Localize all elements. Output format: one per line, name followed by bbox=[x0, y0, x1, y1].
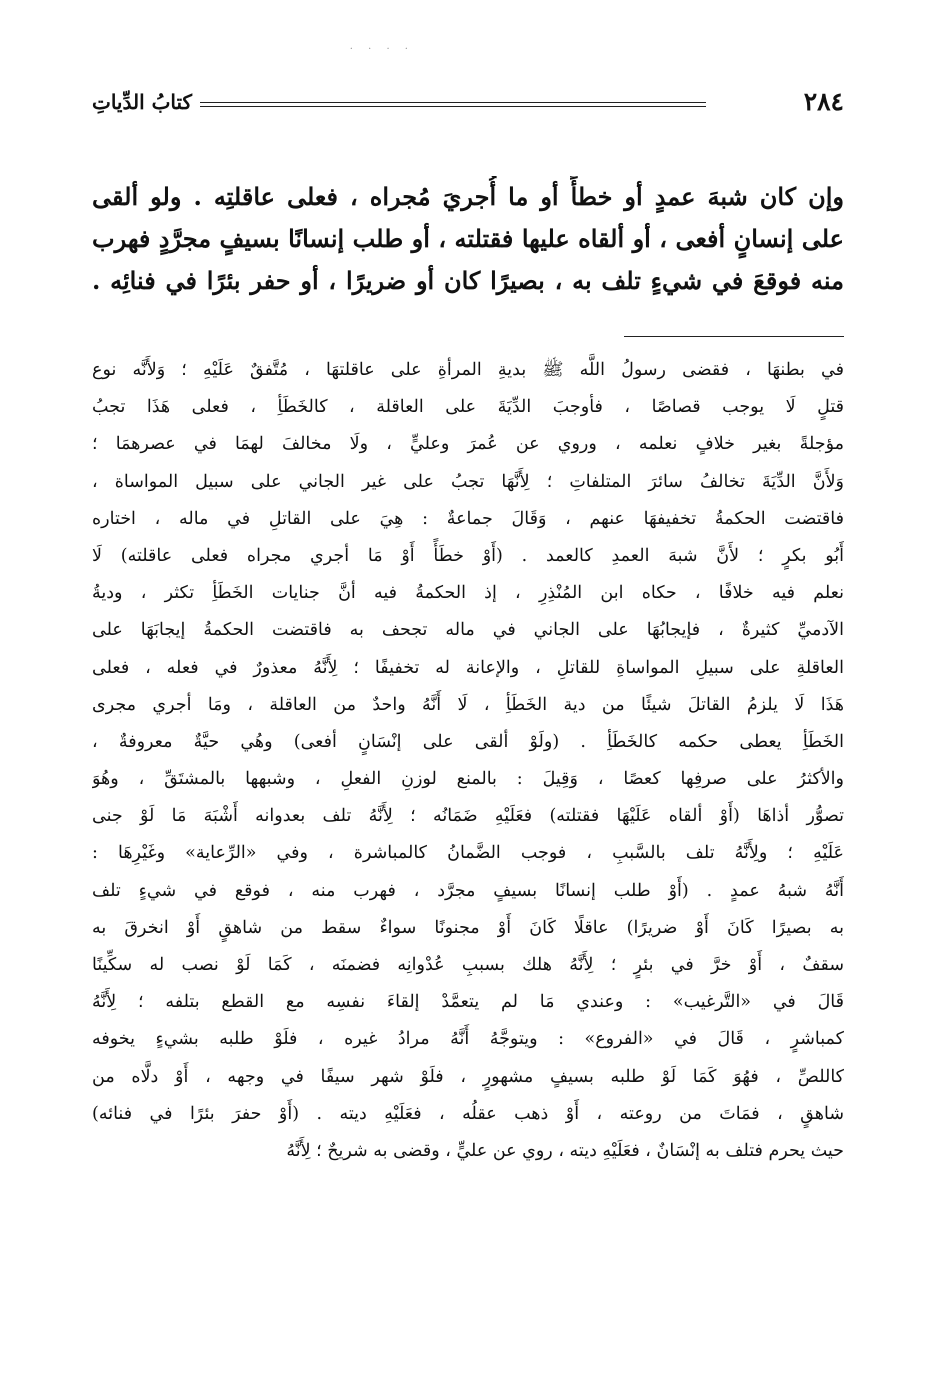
main-text-line: وإن كان شبهَ عمدٍ أو خطأً أو ما أُجريَ مُجراه ، فعلى عاقلتِه . ولو ألقى bbox=[92, 182, 844, 211]
commentary-line: به بصيرًا كَانَ أَوْ ضريرًا) عاقلًا كَانَ أَوْ مجنونًا سواءٌ سقط من شاهقٍ أَوْ انخرقَ به bbox=[92, 917, 844, 938]
commentary-line: هَذَا لَا يلزمُ القاتلَ شيئًا من دية الخَطَأِ ، لَا أَنَّهُ واحدٌ من العاقلة ، ومَا أجري مجرى bbox=[92, 694, 844, 715]
commentary-line: قَالَ في «التَّرغيب» : وعندي مَا لم يتعمَّدْ إلقاءَ نفسِه مع القطع بتلفه ؛ لِأَنَّهُ bbox=[92, 992, 844, 1013]
commentary-line: حيث يحرم فتلف به إنْسَانٌ ، فعَلَيْهِ ديته ، روي عن عليٍّ ، وقضى به شريحٌ ؛ لِأَنَّهُ bbox=[286, 1140, 844, 1161]
scan-artifact: · · · · bbox=[349, 44, 414, 55]
commentary-line: عَلَيْهِ ؛ ولِأَنَّهُ تلف بالسَّببِ ، فوجب الضَّمانُ كالمباشرة ، وفي «الرِّعاية» وغَيْرِهَا : bbox=[92, 843, 844, 864]
commentary-line: والأكثرُ على صرفِها كعصًا ، وَقِيلَ : بالمنع لوزنِ الفعلِ ، وشبهها بالمشتَقِّ ، وهُوَ bbox=[92, 769, 844, 790]
main-text-line: منه فوقعَ في شيءٍ تلف به ، بصيرًا كان أو ضريرًا ، أو حفر بئرًا في فنائِه . bbox=[92, 266, 844, 295]
commentary-line: الخَطَأِ يعطى حكمه كالخَطَأِ . (ولَوْ ألقى على إنْسَانٍ أفعى) وهُي حيَّةٌ معروفةٌ ، bbox=[92, 731, 844, 752]
page-header bbox=[92, 84, 844, 124]
header-rule bbox=[200, 102, 706, 107]
page-number: ٢٨٤ bbox=[803, 87, 844, 116]
commentary-line: أَنَّهُ شبهُ عمدٍ . (أَوْ طلب إنسانًا بسيفٍ مجرَّد ، فهرب منه ، فوقع في شيءٍ تلف bbox=[92, 880, 844, 901]
commentary-line: مؤجلةً بغير خلافٍ نعلمه ، وروي عن عُمرَ وعليٍّ ، ولَا مخالفَ لهمَا في عصرهمَا ؛ bbox=[92, 434, 844, 455]
commentary-line: وَلأَنَّ الدِّيَةَ تخالفُ سائرَ المتلفاتِ ؛ لِأَنَّهَا تجبُ على غير الجاني على سبيل المواساة ، bbox=[92, 471, 844, 492]
main-text-line: على إنسانٍ أفعى ، أو ألقاه عليها فقتلته ، أو طلب إنسانًا بسيفٍ مجرَّدٍ فهرب bbox=[92, 224, 844, 253]
footnote-separator bbox=[624, 336, 844, 337]
commentary-line: كمباشرٍ ، قَالَ في «الفروع» : ويتوجَّهُ أَنَّهُ مرادُ غيره ، فلَوْ طلبه بشيءٍ يخوفه bbox=[92, 1029, 844, 1050]
commentary-text bbox=[92, 352, 844, 1170]
commentary-line: في بطنهَا ، فقضى رسولُ اللَّه ﷺ بديةِ المرأةِ على عاقلتهَا ، مُتَّفقٌ عَلَيْهِ ؛ وَلأَنَّه نوع bbox=[92, 360, 844, 380]
commentary-line: كاللصِّ ، فهُوَ كَمَا لَوْ طلبه بسيفٍ مشهورٍ ، فلَوْ شهر سيفًا في وجهه ، أَوْ دلَّاه من bbox=[92, 1066, 844, 1087]
main-text bbox=[92, 176, 844, 302]
commentary-line: العاقلةِ على سبيلِ المواساةِ للقاتلِ ، والإعانة له تخفيفًا ؛ لِأَنَّهُ معذورٌ في فعله ، فعلى bbox=[92, 657, 844, 678]
commentary-line: أَبُو بكرٍ ؛ لأَنَّ شبهَ العمدِ كالعمد . (أَوْ خطَأً أَوْ مَا أجري مجراه فعلى عاقلته) لَا bbox=[92, 545, 844, 566]
commentary-line: فاقتضت الحكمةُ تخفيفهَا عنهم ، وَقَالَ جماعةٌ : هِيَ على القاتلِ في ماله ، اختاره bbox=[92, 508, 844, 529]
commentary-line: سقفٌ ، أَوْ خرَّ في بئرٍ ؛ لِأَنَّهُ هلك بسببِ عُدْوانِه فضمنَه ، كَمَا لَوْ نصب له سكِّينًا bbox=[92, 955, 844, 975]
commentary-line: الآدميِّ كثيرةٌ ، فإيجابُهَا على الجاني في ماله تجحف به فاقتضت الحكمةُ إيجابَهَا على bbox=[92, 620, 844, 641]
commentary-line: نعلم فيه خلافًا ، حكاه ابن المُنْذِرِ ، إذ الحكمةُ فيه أنَّ جنايات الخَطَأِ تكثر ، وديةُ bbox=[92, 583, 844, 604]
commentary-line: قتلٍ لَا يوجب قصاصًا ، فأوجبَ الدِّيَةَ على العاقلة ، كالخَطَأِ ، فعلى هَذَا تجبُ bbox=[92, 397, 844, 418]
commentary-line: شاهقٍ ، فمَاتَ من روعته ، أَوْ ذهب عقلُه ، فعَلَيْهِ ديته . (أَوْ حفرَ بئرًا في فنائه) bbox=[92, 1103, 844, 1124]
commentary-line: تصوُّر أذاهَا (أَوْ ألقاه عَلَيْهَا فقتلته) فعَلَيْهِ ضَمَانُه ؛ لِأَنَّهُ تلف بعدوانه أَشْبَهَ مَا لَوْ جنى bbox=[92, 806, 844, 827]
running-title: كتابُ الدِّياتِ bbox=[92, 90, 193, 114]
